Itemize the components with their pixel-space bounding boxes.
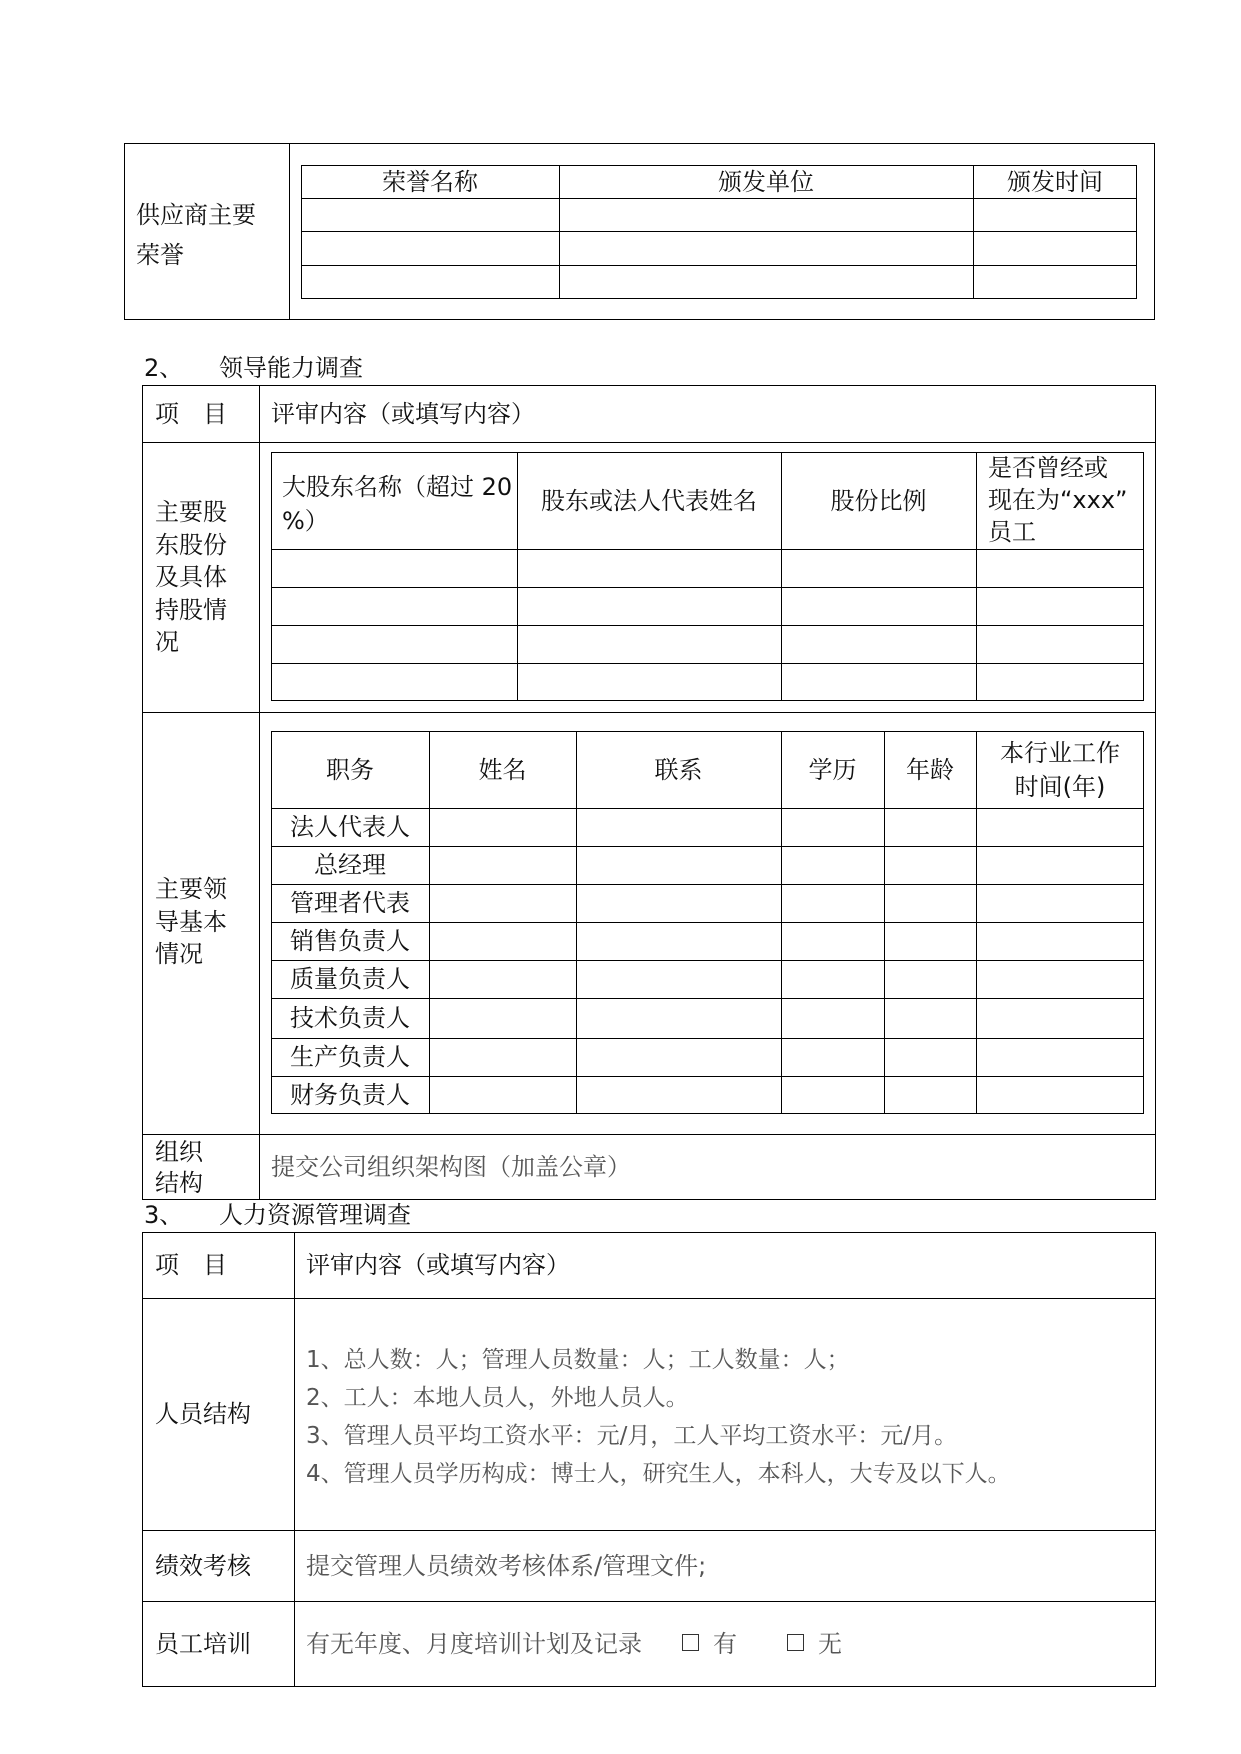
section3-col-content: 评审内容（或填写内容） (306, 1251, 570, 1279)
sh-col-share-ratio: 股份比例 (830, 486, 927, 515)
ld-col-contact: 联系 (654, 755, 703, 784)
ld-col-position: 职务 (326, 755, 374, 784)
ld-role-sales: 销售负责人 (290, 927, 410, 955)
ld-role-gm: 总经理 (314, 851, 386, 879)
honors-col-issuer: 颁发单位 (718, 167, 814, 196)
honors-label: 供应商主要 (136, 201, 256, 229)
training-label: 员工培训 (155, 1630, 251, 1658)
section3-number: 3、 (144, 1201, 184, 1229)
ld-col-education: 学历 (808, 755, 857, 784)
honors-label-2: 荣誉 (136, 241, 184, 269)
training-content: 有无年度、月度培训计划及记录 有 无 (306, 1601, 842, 1687)
ld-role-mgmt-rep: 管理者代表 (290, 889, 410, 917)
shareholders-label: 主要股 东股份 及具体 持股情 况 (155, 498, 227, 656)
sh-col-holder-name: 股东或法人代表姓名 (541, 486, 757, 515)
leaders-label: 主要领 导基本 情况 (155, 875, 227, 968)
section2-number: 2、 (144, 354, 184, 382)
section3-col-item: 项 目 (155, 1251, 227, 1279)
staff-structure-content: 1、总人数：人；管理人员数量：人；工人数量：人； 2、工人：本地人员人，外地人员人。 3、管理人员平均工资水平：元/月，工人平均工资水平：元/月。 4、管理人员学历构成：博士人，研究生人，本科人，大专及以下人。 (306, 1347, 1011, 1487)
training-yes-checkbox[interactable] (682, 1634, 699, 1651)
training-no-label: 无 (818, 1630, 842, 1658)
honors-divider (289, 143, 290, 320)
ld-role-legal-rep: 法人代表人 (290, 813, 410, 841)
ld-col-name: 姓名 (478, 755, 527, 784)
performance-content: 提交管理人员绩效考核体系/管理文件; (306, 1551, 707, 1580)
honors-col-name: 荣誉名称 (382, 167, 478, 196)
honors-col-date: 颁发时间 (1007, 167, 1103, 196)
org-content: 提交公司组织架构图（加盖公章） (271, 1153, 631, 1181)
ld-role-production: 生产负责人 (290, 1043, 410, 1071)
ld-col-years: 本行业工作 时间(年) (1000, 738, 1120, 801)
training-no-checkbox[interactable] (787, 1634, 804, 1651)
ld-role-tech: 技术负责人 (290, 1004, 410, 1032)
ld-col-age: 年龄 (906, 755, 954, 784)
section2-title: 领导能力调查 (219, 354, 363, 382)
staff-structure-label: 人员结构 (155, 1400, 251, 1428)
section2-col-item: 项 目 (155, 399, 227, 428)
org-label: 组织 结构 (155, 1138, 203, 1197)
ld-role-quality: 质量负责人 (290, 965, 410, 993)
section2-col-content: 评审内容（或填写内容） (271, 399, 535, 428)
section3-title: 人力资源管理调查 (219, 1201, 411, 1229)
sh-col-employee: 是否曾经或 现在为“xxx” 员工 (988, 454, 1128, 546)
sh-col-major-holder: 大股东名称（超过 20 %） (282, 473, 513, 535)
training-yes-label: 有 (713, 1630, 737, 1658)
ld-role-finance: 财务负责人 (290, 1081, 410, 1109)
performance-label: 绩效考核 (155, 1551, 251, 1580)
